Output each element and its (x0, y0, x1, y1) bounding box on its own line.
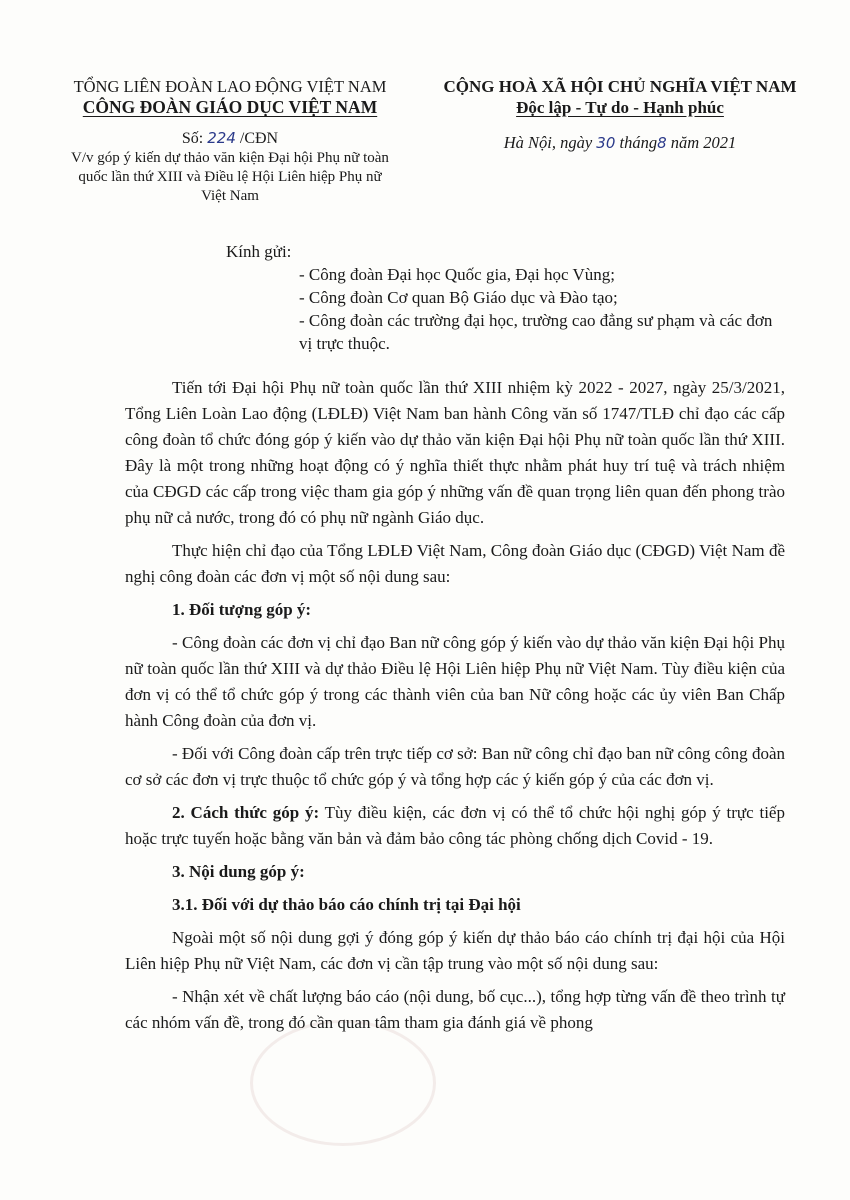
paragraph-section-2 (125, 800, 785, 852)
greeting: Kính gửi: (226, 242, 292, 261)
national-motto: Độc lập - Tự do - Hạnh phúc (516, 98, 724, 117)
recipient-list (299, 263, 786, 355)
doc-number-suffix: /CĐN (239, 130, 279, 147)
recipient-item: - Công đoàn Cơ quan Bộ Giáo dục và Đào tạo; (299, 288, 618, 307)
document-number (70, 128, 390, 149)
date-suffix: năm 2021 (670, 133, 737, 152)
date-prefix: Hà Nội, ngày (503, 133, 593, 152)
issuer-block (70, 76, 390, 206)
recipient-item: - Công đoàn Đại học Quốc gia, Đại học Vùng; (299, 265, 616, 284)
date-month-handwritten: 8 (657, 134, 667, 152)
paragraph-section-1a: - Công đoàn các đơn vị chỉ đạo Ban nữ công góp ý kiến vào dự thảo văn kiện Đại hội Phụ nữ toàn quốc lần thứ XIII và dự thảo Điều lệ Hội Liên hiệp Phụ nữ Việt Nam. Tùy điều kiện của đơn vị có thể tổ chức góp ý trong các thành viên của ban Nữ công hoặc các ủy viên Ban Chấp hành Công đoàn của đơn vị. (125, 633, 785, 730)
parent-organization: TỔNG LIÊN ĐOÀN LAO ĐỘNG VIỆT NAM (73, 77, 387, 96)
heading-section-3-1: 3.1. Đối với dự thảo báo cáo chính trị tại Đại hội (172, 895, 521, 914)
heading-section-2: 2. Cách thức góp ý: (172, 803, 320, 822)
paragraph-section-3-1b: - Nhận xét về chất lượng báo cáo (nội dung, bố cục...), tổng hợp từng vấn đề theo trình tự các nhóm vấn đề, trong đó cần quan tâm tham gia đánh giá về phong (125, 987, 785, 1032)
section-2-text: Tùy điều kiện, các đơn vị có thể tổ chức hội nghị góp ý trực tiếp hoặc trực tuyến hoặc bằng văn bản và đảm bảo công tác phòng chống dịch Covid - 19. (125, 803, 785, 848)
doc-number-prefix: Số: (181, 130, 204, 147)
paragraph-request: Thực hiện chỉ đạo của Tổng LĐLĐ Việt Nam, Công đoàn Giáo dục (CĐGD) Việt Nam đề nghị công đoàn các đơn vị một số nội dung sau: (125, 541, 785, 586)
recipient-item: - Công đoàn các trường đại học, trường cao đẳng sư phạm và các đơn vị trực thuộc. (299, 311, 773, 353)
doc-number-handwritten: 224 (207, 129, 236, 147)
date-mid: tháng (619, 133, 658, 152)
recipients-block (226, 240, 786, 355)
date-line (430, 132, 810, 154)
paragraph-intro: Tiến tới Đại hội Phụ nữ toàn quốc lần thứ XIII nhiệm kỳ 2022 - 2027, ngày 25/3/2021, Tổng Liên Loàn Lao động (LĐLĐ) Việt Nam ban hành Công văn số 1747/TLĐ chỉ đạo các cấp công đoàn tổ chức đóng góp ý kiến vào dự thảo văn kiện Đại hội Phụ nữ toàn quốc lần thứ XIII. Đây là một trong những hoạt động có ý nghĩa thiết thực nhằm phát huy trí tuệ và trách nhiệm của CĐGD các cấp trong việc tham gia góp ý những vấn đề quan trọng liên quan đến phong trào phụ nữ cả nước, trong đó có phụ nữ ngành Giáo dục. (125, 378, 785, 527)
document-subject: V/v góp ý kiến dự thảo văn kiện Đại hội Phụ nữ toàn quốc lần thứ XIII và Điều lệ Hội Liên hiệp Phụ nữ Việt Nam (71, 150, 389, 204)
national-header (430, 76, 810, 154)
heading-section-3: 3. Nội dung góp ý: (172, 862, 305, 881)
document-body (125, 375, 785, 1043)
nation-title: CỘNG HOÀ XÃ HỘI CHỦ NGHĨA VIỆT NAM (443, 77, 797, 96)
paragraph-section-1b: - Đối với Công đoàn cấp trên trực tiếp cơ sở: Ban nữ công chỉ đạo ban nữ công công đoàn cơ sở các đơn vị trực thuộc tổ chức góp ý và tổng hợp các ý kiến góp ý của các đơn vị. (125, 744, 785, 789)
paragraph-section-3-1a: Ngoài một số nội dung gợi ý đóng góp ý kiến dự thảo báo cáo chính trị đại hội của Hội Liên hiệp Phụ nữ Việt Nam, các đơn vị cần tập trung vào một số nội dung sau: (125, 928, 785, 973)
heading-section-1: 1. Đối tượng góp ý: (172, 600, 312, 619)
issuing-organization: CÔNG ĐOÀN GIÁO DỤC VIỆT NAM (82, 97, 378, 117)
date-day-handwritten: 30 (596, 134, 616, 152)
